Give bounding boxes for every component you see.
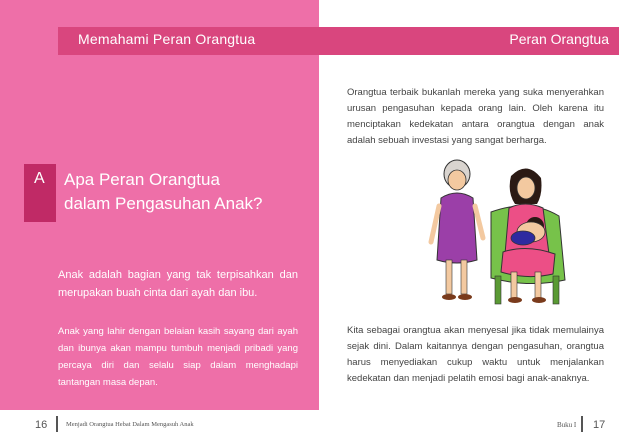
intro-paragraph: Anak adalah bagian yang tak terpisahkan dan merupakan buah cinta dari ayah dan ibu.: [58, 269, 298, 299]
left-header-title: Memahami Peran Orangtua: [78, 31, 256, 47]
section-letter: A: [34, 170, 45, 187]
page-number-left: 16: [35, 419, 48, 431]
section-heading-line1: Apa Peran Orangtua: [64, 170, 220, 189]
grandmother-figure: [431, 160, 483, 300]
section-marker: [24, 164, 56, 222]
left-footer: [0, 410, 319, 445]
footer-book-label: Buku I: [557, 421, 577, 429]
footer-divider-left: [56, 416, 58, 432]
footer-book-title: Menjadi Orangtua Hebat Dalam Mengasuh Anak: [66, 421, 194, 428]
section-heading: [64, 168, 304, 216]
body-paragraph-left: Anak yang lahir dengan belaian kasih sayang dari ayah dan ibunya akan mampu tumbuh menjadi pribadi yang percaya diri dan selalu siap dalam menghadapi tantangan masa depan.: [58, 326, 298, 388]
left-header-bar: [58, 27, 319, 55]
right-header-bar: [319, 27, 619, 55]
family-illustration: [419, 150, 569, 315]
right-page: [319, 0, 638, 445]
page-number-right: 17: [593, 419, 606, 431]
section-heading-line2: dalam Pengasuhan Anak?: [64, 194, 263, 213]
right-footer: [319, 410, 638, 445]
paragraph-bottom-right: Kita sebagai orangtua akan menyesal jika tidak memulainya sejak dini. Dalam kaitannya dengan pengasuhan, orangtua harus menyediakan cukup waktu untuk menjalankan kedekatan dan menjadi pelatih emosi bagi anak-anaknya.: [347, 325, 604, 384]
footer-divider-right: [581, 416, 583, 432]
paragraph-top-right: Orangtua terbaik bukanlah mereka yang suka menyerahkan urusan pengasuhan kepada orang lain. Oleh karena itu menciptakan kedekatan antara orangtua dengan anak adalah sebuah investasi yang sangat berharga.: [347, 87, 604, 146]
right-header-title: Peran Orangtua: [509, 31, 609, 47]
